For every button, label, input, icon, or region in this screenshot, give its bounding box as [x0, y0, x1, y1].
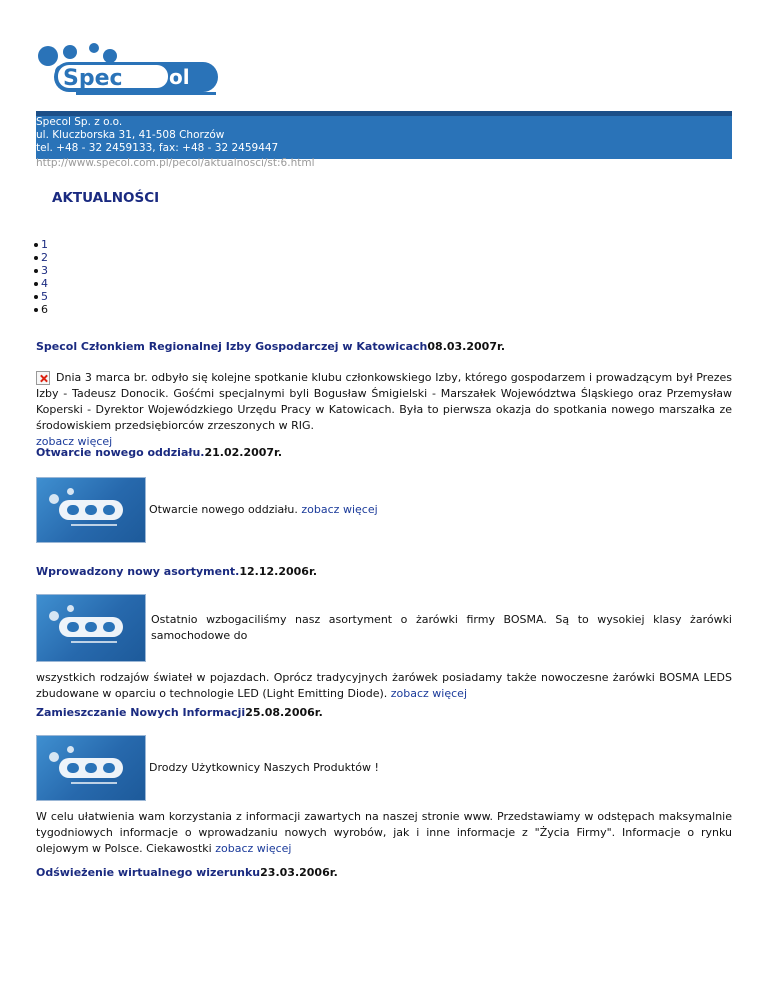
news-body [36, 370, 732, 450]
news-item [36, 340, 732, 450]
news-text: W celu ułatwienia wam korzystania z informacji zawartych na naszej stronie www. Przedstawiamy w odstępach maksymalnie tygodniowych informacje o wprowadzaniu nowych wyrobów, jak i inne informacje z "Życia Firmy". Informacje o rynku olejowym w Polsce. Ciekawostki [36, 810, 732, 855]
news-title [36, 866, 732, 879]
specol-logo [36, 42, 220, 102]
page-link-1[interactable] [34, 238, 48, 251]
page-link-label[interactable]: 2 [41, 251, 48, 264]
page-link-label[interactable]: 5 [41, 290, 48, 303]
pagination [34, 238, 48, 316]
news-title-link[interactable]: Zamieszczanie Nowych Informacji [36, 706, 246, 719]
news-item [36, 565, 732, 702]
svg-text:Spec: Spec [63, 66, 123, 91]
page-link-label[interactable]: 1 [41, 238, 48, 251]
page-title: AKTUALNOŚCI [52, 190, 160, 206]
news-item [36, 446, 732, 543]
read-more-link[interactable]: zobacz więcej [36, 435, 113, 448]
page-link-4[interactable] [34, 277, 48, 290]
news-title [36, 446, 732, 459]
broken-image-icon [36, 371, 50, 385]
bullet-icon [34, 269, 38, 273]
company-name: Specol Sp. z o.o. [36, 116, 123, 128]
bullet-icon [34, 256, 38, 260]
news-text: wszystkich rodzajów świateł w pojazdach. Oprócz tradycyjnych żarówek posiadamy także nowoczesne żarówki BOSMA LEDS zbudowane w oparciu o technologie LED (Light Emitting Diode). [36, 671, 732, 700]
bullet-icon [34, 243, 38, 247]
company-phone: tel. +48 - 32 2459133, fax: +48 - 32 2459447 [36, 142, 279, 154]
read-more-link[interactable]: zobacz więcej [390, 687, 468, 700]
page-link-label[interactable]: 3 [41, 264, 48, 277]
news-title [36, 706, 732, 719]
news-date: 25.08.2006r. [245, 706, 323, 719]
page-current-6 [34, 303, 48, 316]
news-body [36, 594, 732, 662]
news-date: 23.03.2006r. [260, 866, 338, 879]
read-more-link[interactable]: zobacz więcej [301, 503, 378, 516]
news-text-continued [36, 670, 732, 702]
news-text: Drodzy Użytkownicy Naszych Produktów ! [149, 761, 379, 774]
svg-text:ol: ol [169, 65, 190, 89]
news-body [36, 477, 732, 543]
news-text: Otwarcie nowego oddziału. [149, 503, 298, 516]
company-info-band [36, 111, 732, 159]
news-text: Ostatnio wzbogaciliśmy nasz asortyment o żarówki firmy BOSMA. Są to wysokiej klasy żarówki samochodowe do [151, 613, 732, 642]
read-more-link[interactable]: zobacz więcej [215, 842, 292, 855]
news-text: Dnia 3 marca br. odbyło się kolejne spotkanie klubu członkowskiego Izby, którego gospodarzem i prowadzącym był Prezes Izby - Tadeusz Donocik. Gośćmi specjalnymi byli Bogusław Śmigielski - Marszałek Województwa Śląskiego oraz Przemysław Koperski - Dyrektor Wojewódzkiego Urzędu Pracy w Katowicach. Była to pierwsza okazja do spotkania nowego marszałka ze środowiskiem przedsiębiorców zrzeszonych w RIG. [36, 371, 732, 432]
page-url: http://www.specol.com.pl/pecol/aktualnosci/st:6.html [36, 157, 315, 169]
page-link-label[interactable]: 4 [41, 277, 48, 290]
bullet-icon [34, 282, 38, 286]
news-title [36, 340, 732, 353]
news-thumbnail [36, 735, 146, 801]
news-body [36, 735, 732, 801]
news-date: 08.03.2007r. [427, 340, 506, 353]
news-title-link[interactable]: Specol Członkiem Regionalnej Izby Gospodarczej w Katowicach [36, 340, 428, 353]
news-title [36, 565, 732, 578]
page-link-5[interactable] [34, 290, 48, 303]
news-item [36, 866, 732, 879]
news-thumbnail [36, 594, 146, 662]
news-title-link[interactable]: Wprowadzony nowy asortyment. [36, 565, 240, 578]
page-link-3[interactable] [34, 264, 48, 277]
company-address: ul. Kluczborska 31, 41-508 Chorzów [36, 129, 225, 141]
news-title-link[interactable]: Otwarcie nowego oddziału. [36, 446, 205, 459]
news-date: 21.02.2007r. [204, 446, 283, 459]
news-date: 12.12.2006r. [239, 565, 317, 578]
page-current-label: 6 [41, 303, 48, 316]
page-link-2[interactable] [34, 251, 48, 264]
news-title-link[interactable]: Odświeżenie wirtualnego wizerunku [36, 866, 261, 879]
news-item [36, 706, 732, 857]
news-thumbnail [36, 477, 146, 543]
bullet-icon [34, 308, 38, 312]
news-text-continued [36, 809, 732, 857]
bullet-icon [34, 295, 38, 299]
